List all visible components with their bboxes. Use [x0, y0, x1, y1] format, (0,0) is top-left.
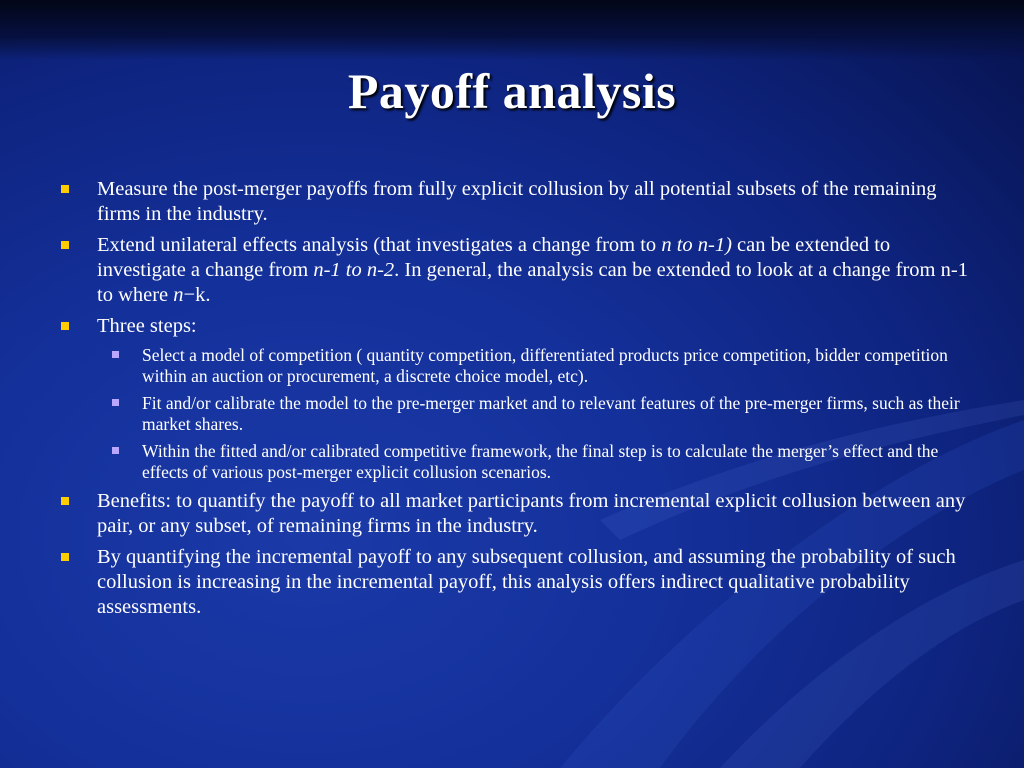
square-sub-bullet-icon: [112, 399, 119, 406]
sub-bullet-item: [104, 345, 968, 387]
bullet-text-segment: . In general, the analysis can be extended to look at a change from n-1 to where: [97, 259, 968, 306]
bullet-item: [58, 233, 968, 308]
bullet-text-segment: Extend unilateral effects analysis (that investigates a change from to: [97, 234, 662, 256]
bullet-item: [58, 489, 968, 539]
sub-bullet-text: Fit and/or calibrate the model to the pre-merger market and to relevant features of the pre-merger firms, such as their market shares.: [142, 393, 960, 434]
sub-bullet-text: Select a model of competition ( quantity competition, differentiated products price competition, bidder competition within an auction or procurement, a discrete choice model, etc).: [142, 345, 948, 386]
bullet-list: [58, 177, 968, 626]
slide-title: Payoff analysis: [347, 63, 677, 119]
bullet-text: By quantifying the incremental payoff to any subsequent collusion, and assuming the probability of such collusion is increasing in the incremental payoff, this analysis offers indirect qualitative probability assessments.: [97, 546, 956, 618]
bullet-italic-segment: n to n-1): [661, 234, 732, 256]
bullet-text-segment: can be extended to investigate a change from: [97, 234, 891, 281]
bullet-text: Measure the post-merger payoffs from fully explicit collusion by all potential subsets of the remaining firms in the industry.: [97, 178, 937, 225]
bullet-italic-segment: n: [173, 284, 184, 306]
bullet-text: Three steps:: [97, 315, 197, 337]
sub-bullet-text: Within the fitted and/or calibrated competitive framework, the final step is to calculate the merger’s effect and the effects of various post-merger explicit collusion scenarios.: [142, 441, 939, 482]
sub-bullet-item: [104, 441, 968, 483]
square-bullet-icon: [61, 497, 69, 505]
square-bullet-icon: [61, 322, 69, 330]
sub-bullet-item: [104, 393, 968, 435]
square-bullet-icon: [61, 241, 69, 249]
square-bullet-icon: [61, 185, 69, 193]
square-sub-bullet-icon: [112, 447, 119, 454]
bullet-italic-segment: n-1 to n-2: [313, 259, 395, 281]
bullet-text-segment: −k.: [183, 284, 211, 306]
square-bullet-icon: [61, 553, 69, 561]
bullet-item: [58, 545, 968, 620]
bullet-item: [58, 177, 968, 227]
square-sub-bullet-icon: [112, 351, 119, 358]
sub-bullet-list: [58, 345, 968, 483]
bullet-item: [58, 314, 968, 339]
bullet-text: Benefits: to quantify the payoff to all market participants from incremental explicit collusion between any pair, or any subset, of remaining firms in the industry.: [97, 490, 966, 537]
